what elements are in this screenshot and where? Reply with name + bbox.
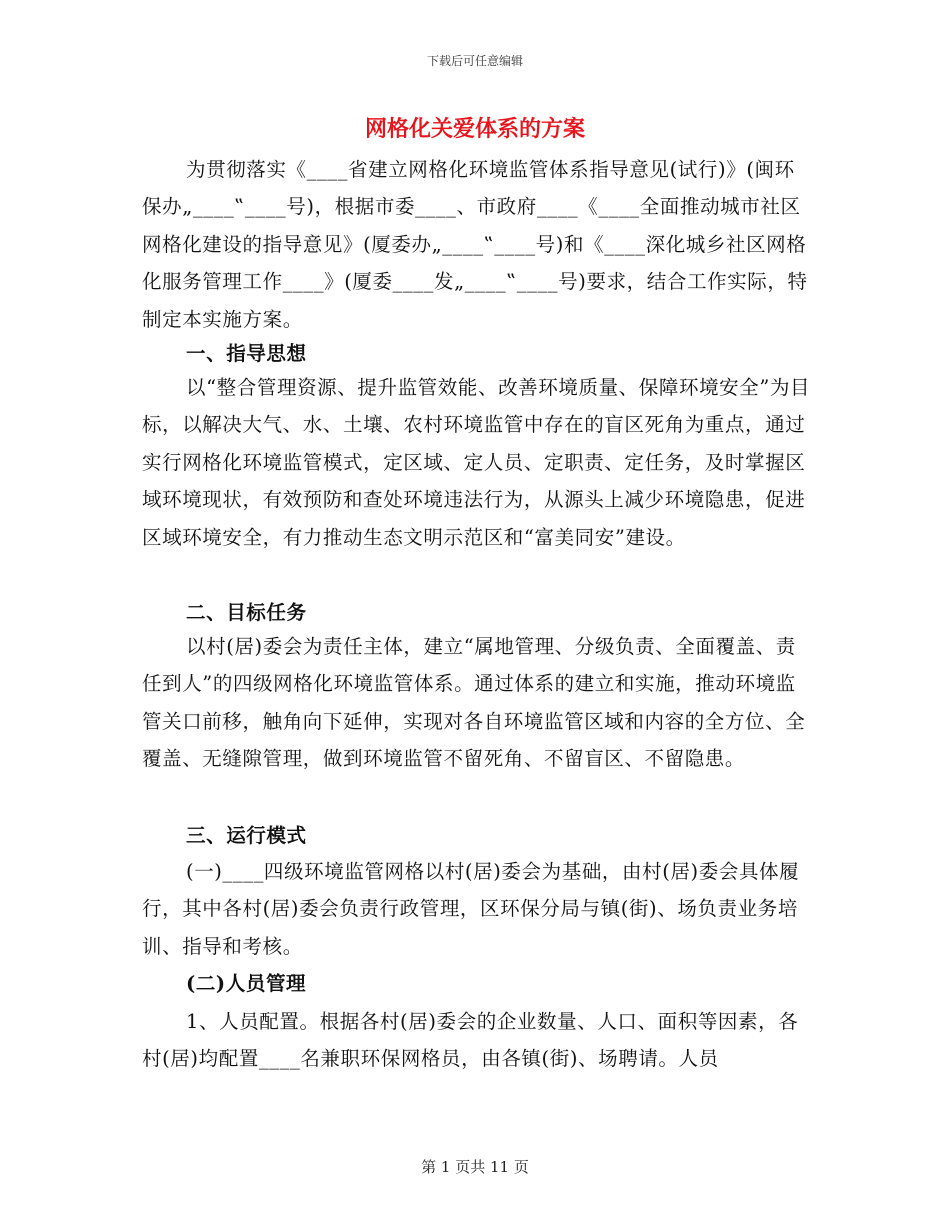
intro-paragraph: 为贯彻落实《____省建立网格化环境监管体系指导意见(试行)》(闽环保办„____‟____号)，根据市委____、市政府____《____全面推动城市社区网格化建设的指导意见》(厦委办„____‟____号)和《____深化城乡社区网格化服务管理工作____》(厦委____发„____‟____号)要求，结合工作实际，特制定本实施方案。 <box>142 158 808 331</box>
subsection-heading-personnel: (二)人员管理 <box>186 972 307 995</box>
guiding-ideology-paragraph: 以“整合管理资源、提升监管效能、改善环境质量、保障环境安全”为目标，以解决大气、水、土壤、农村环境监管中存在的盲区死角为重点，通过实行网格化环境监管模式，定区域、定人员、定职责、定任务，及时掌握区域环境现状，有效预防和查处环境违法行为，从源头上减少环境隐患，促进区域环境安全，有力推动生态文明示范区和“富美同安”建设。 <box>142 376 811 549</box>
section-heading-guiding-ideology: 一、指导思想 <box>186 342 307 365</box>
operation-mode-paragraph: (一)____四级环境监管网格以村(居)委会为基础，由村(居)委会具体履行，其中各村(居)委会负责行政管理，区环保分局与镇(街)、场负责业务培训、指导和考核。 <box>142 860 800 958</box>
goals-tasks-paragraph: 以村(居)委会为责任主体，建立“属地管理、分级负责、全面覆盖、责任到人”的四级网格化环境监管体系。通过体系的建立和实施，推动环境监管关口前移，触角向下延伸，实现对各自环境监管区域和内容的全方位、全覆盖、无缝隙管理，做到环境监管不留死角、不留盲区、不留隐患。 <box>142 635 806 771</box>
section-heading-goals-tasks: 二、目标任务 <box>186 601 307 624</box>
personnel-paragraph: 1、人员配置。根据各村(居)委会的企业数量、人口、面积等因素，各村(居)均配置____名兼职环保网格员，由各镇(街)、场聘请。人员 <box>142 1010 799 1071</box>
section-heading-operation-mode: 三、运行模式 <box>186 824 307 847</box>
page-number-footer: 第 1 页共 11 页 <box>421 1158 529 1176</box>
document-title: 网格化关爱体系的方案 <box>364 116 585 142</box>
page-header-note: 下载后可任意编辑 <box>426 54 523 68</box>
